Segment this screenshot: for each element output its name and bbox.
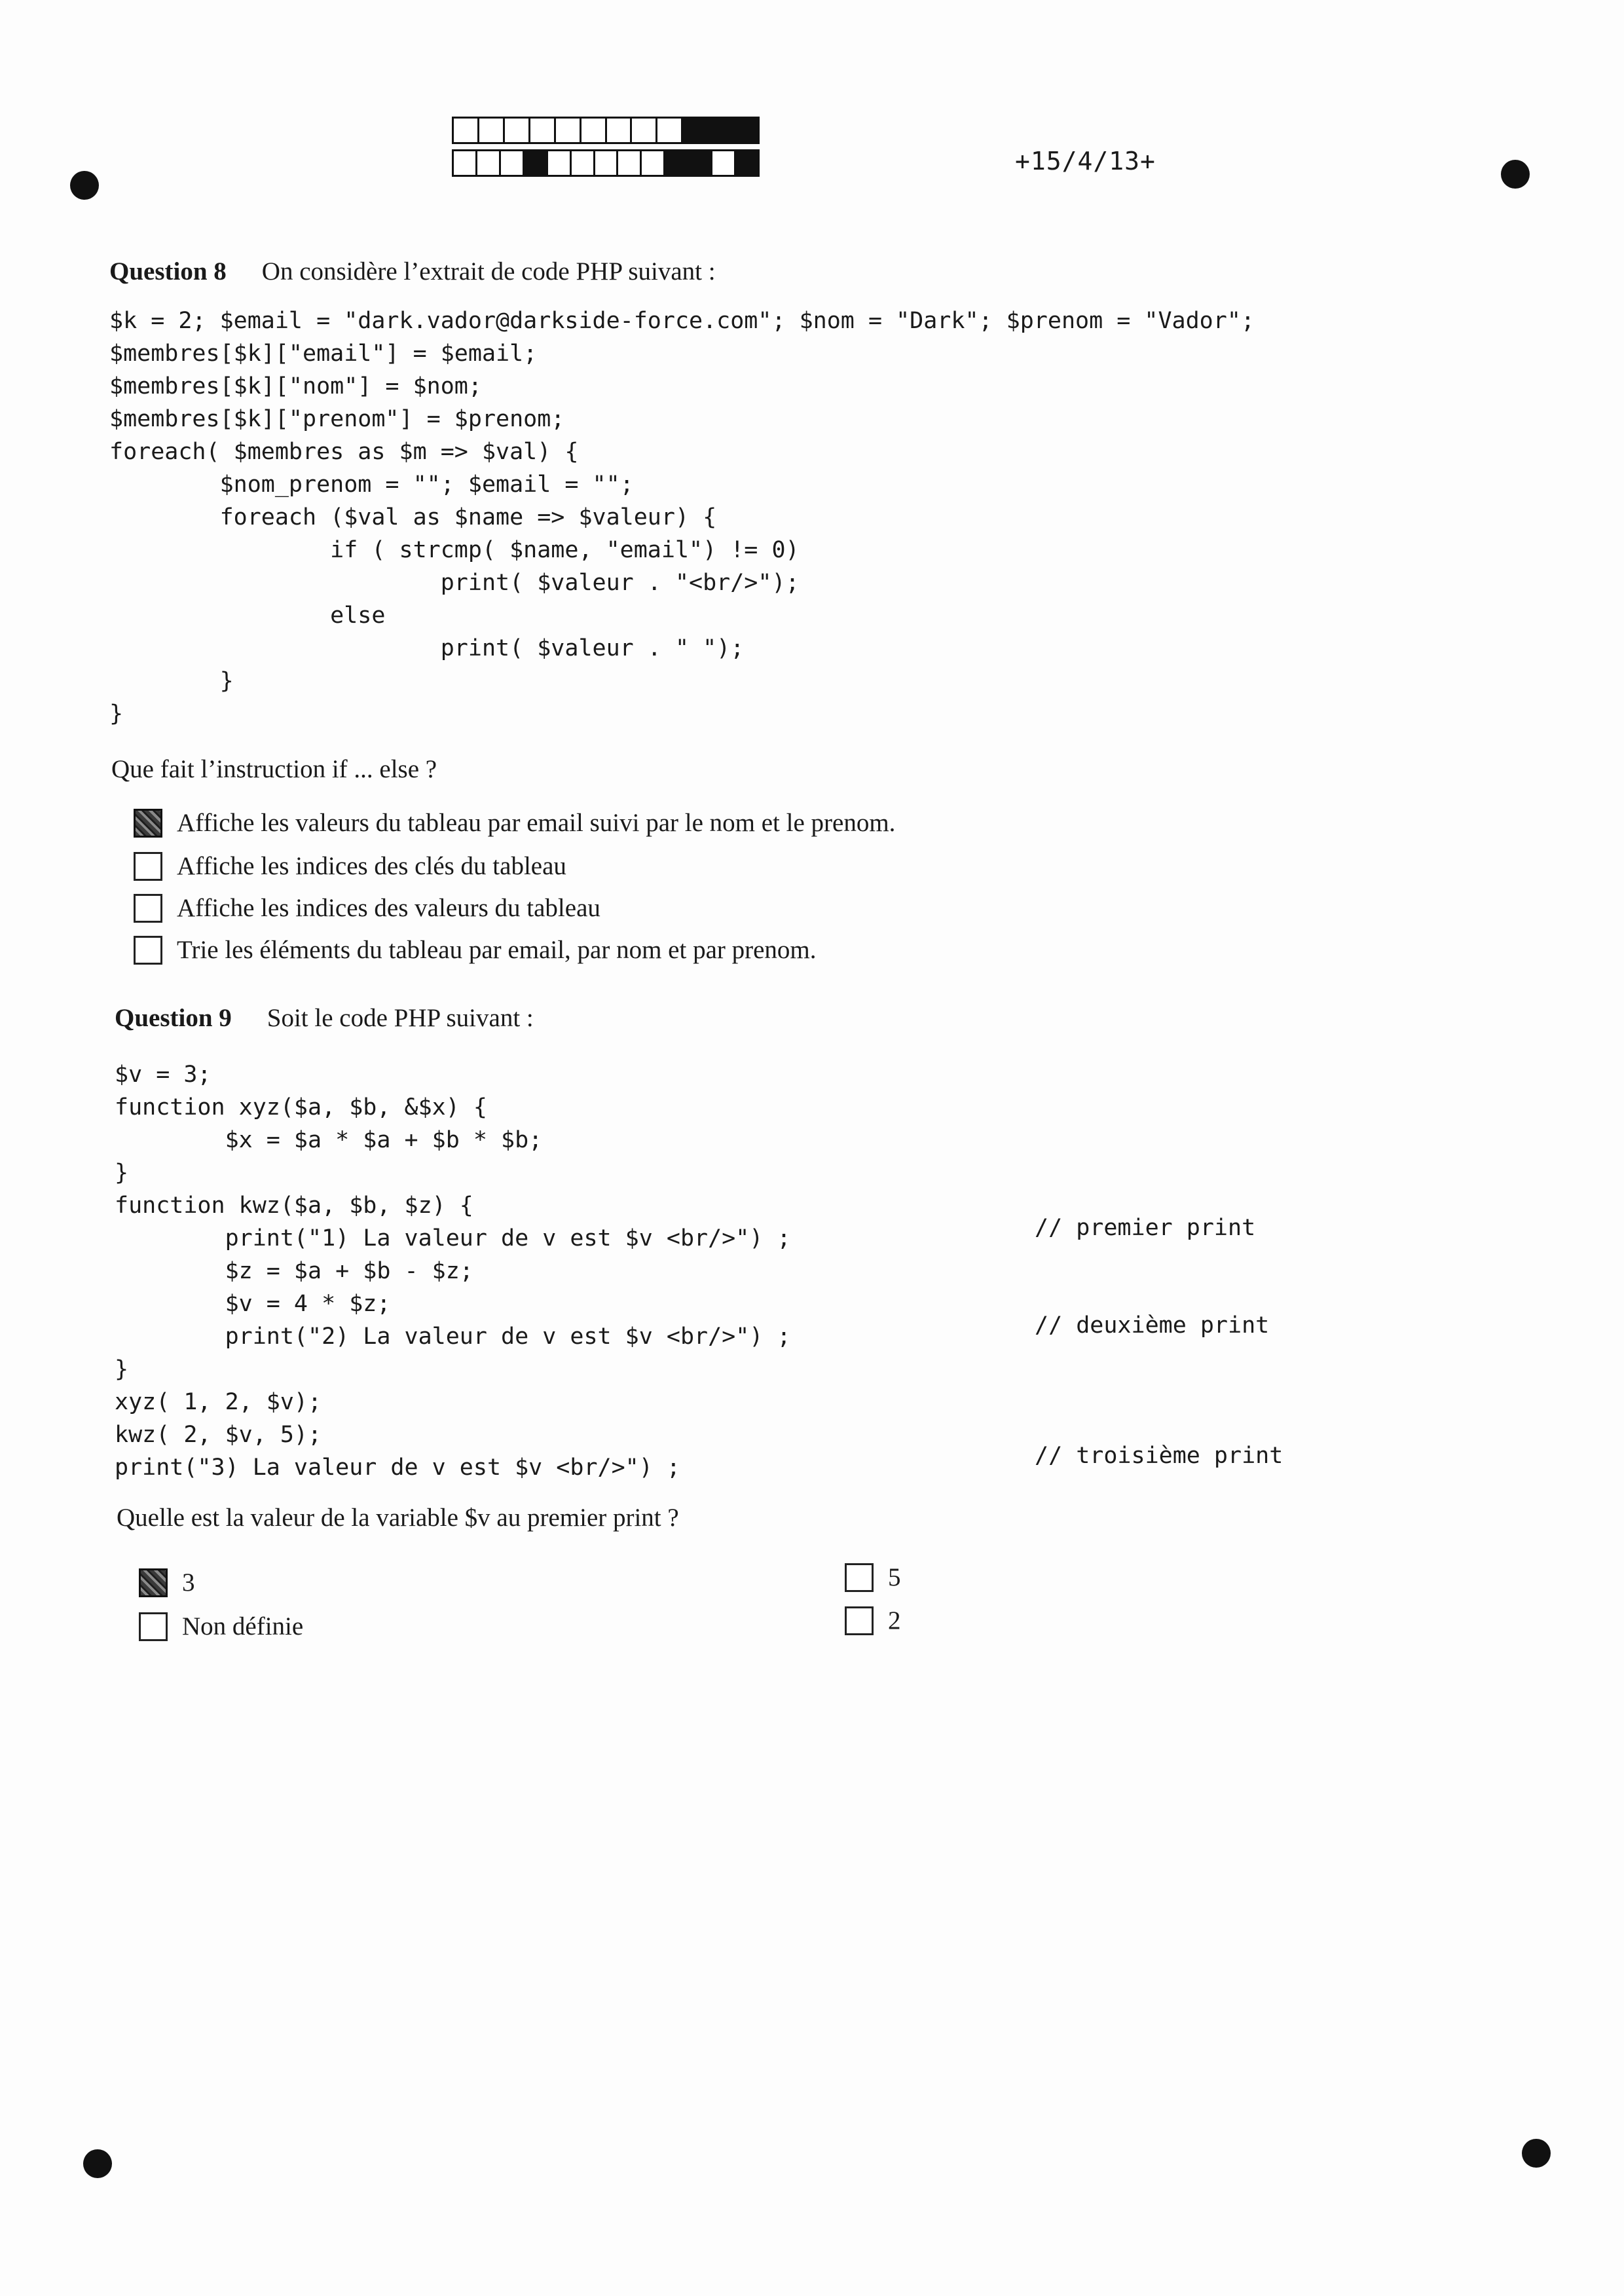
checkbox[interactable]	[134, 894, 162, 923]
barcode-cell	[709, 119, 734, 142]
barcode-cell	[689, 151, 712, 175]
registration-mark	[70, 171, 99, 200]
answer-label: Affiche les indices des clés du tableau	[177, 852, 566, 880]
barcode-cell	[548, 151, 572, 175]
barcode-row-2	[452, 149, 760, 177]
barcode-cell	[665, 151, 689, 175]
q9-answer-4[interactable]	[845, 1606, 901, 1635]
question-label: Question 8	[109, 257, 227, 286]
q8-answer-1[interactable]	[134, 808, 895, 838]
checkbox-checked[interactable]	[134, 809, 162, 838]
code-comment-troisieme: // troisième print	[1035, 1443, 1283, 1469]
barcode-cell	[736, 151, 758, 175]
barcode-cell	[477, 151, 501, 175]
barcode-cell	[657, 119, 683, 142]
answer-label: 5	[888, 1563, 901, 1591]
question-title: Soit le code PHP suivant :	[267, 1004, 534, 1032]
question-8-header	[109, 257, 716, 286]
question-9-code: $v = 3; function xyz($a, $b, &$x) { $x = $a * $a + $b * $b; } function kwz($a, $b, $z) { print("1) La valeur de v est $v <br/>") ; $z = $a + $b - $z; $v = 4 * $z; print("2) La valeur de v est $v <br/>") ; } xyz( 1, 2, $v); kwz( 2, $v, 5); print("3) La valeur de v est $v <br/>") ;	[115, 1062, 791, 1481]
question-8-prompt: Que fait l’instruction if ... else ?	[111, 755, 437, 783]
code-comment-premier: // premier print	[1035, 1215, 1256, 1241]
answer-label: 3	[182, 1568, 195, 1597]
question-label: Question 9	[115, 1004, 232, 1032]
q9-answer-3[interactable]	[845, 1563, 901, 1592]
q8-answer-4[interactable]	[134, 935, 817, 965]
registration-mark	[83, 2149, 112, 2178]
barcode-cell	[501, 151, 525, 175]
question-9-header	[115, 1003, 534, 1033]
q9-answer-2[interactable]	[139, 1612, 303, 1641]
barcode-cell	[607, 119, 633, 142]
barcode-cell	[734, 119, 758, 142]
question-title: On considère l’extrait de code PHP suivant :	[261, 257, 716, 286]
barcode-cell	[595, 151, 619, 175]
registration-mark	[1501, 160, 1530, 189]
barcode-cell	[479, 119, 505, 142]
barcode-cell	[530, 119, 556, 142]
barcode-cell	[632, 119, 657, 142]
checkbox[interactable]	[845, 1563, 874, 1592]
barcode-cell	[712, 151, 736, 175]
barcode-cell	[642, 151, 665, 175]
barcode-cell	[572, 151, 595, 175]
barcode-cell	[525, 151, 548, 175]
barcode-cell	[556, 119, 581, 142]
answer-label: 2	[888, 1606, 901, 1635]
code-comment-deuxieme: // deuxième print	[1035, 1312, 1270, 1339]
barcode-cell	[454, 151, 477, 175]
page-id: +15/4/13+	[1015, 147, 1156, 176]
barcode-cell	[505, 119, 530, 142]
answer-label: Affiche les indices des valeurs du tableau	[177, 894, 600, 922]
checkbox[interactable]	[134, 852, 162, 881]
barcode-row-1	[452, 117, 760, 144]
q8-answer-3[interactable]	[134, 893, 600, 923]
answer-label: Non définie	[182, 1612, 304, 1640]
barcode-cell	[683, 119, 709, 142]
answer-label: Affiche les valeurs du tableau par email suivi par le nom et le prenom.	[177, 809, 896, 837]
answer-label: Trie les éléments du tableau par email, par nom et par prenom.	[177, 936, 817, 964]
checkbox[interactable]	[139, 1612, 168, 1641]
registration-mark	[1522, 2139, 1551, 2168]
q8-answer-2[interactable]	[134, 851, 566, 881]
checkbox-checked[interactable]	[139, 1568, 168, 1597]
barcode-cell	[454, 119, 479, 142]
checkbox[interactable]	[845, 1606, 874, 1635]
question-8-code: $k = 2; $email = "dark.vador@darkside-force.com"; $nom = "Dark"; $prenom = "Vador"; $membres[$k]["email"] = $email; $membres[$k]["nom"] = $nom; $membres[$k]["prenom"] = $prenom; foreach( $membres as $m => $val) { $nom_prenom = ""; $email = ""; foreach ($val as $name => $valeur) { if ( strcmp( $name, "email") != 0) print( $valeur . "<br/>"); else print( $valeur . " "); } }	[109, 308, 1255, 727]
barcode-cell	[618, 151, 642, 175]
q9-answer-1[interactable]	[139, 1568, 195, 1597]
checkbox[interactable]	[134, 936, 162, 965]
barcode-cell	[581, 119, 607, 142]
question-9-prompt: Quelle est la valeur de la variable $v au premier print ?	[117, 1504, 679, 1532]
